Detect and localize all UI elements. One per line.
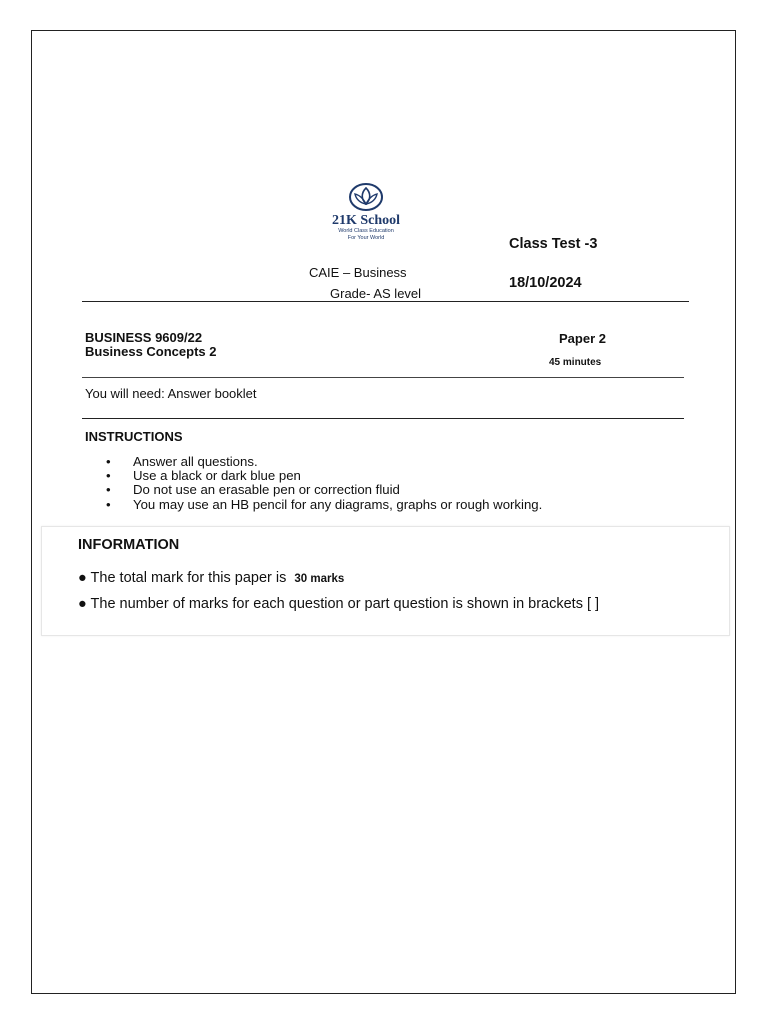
test-date: 18/10/2024	[509, 275, 582, 291]
requirements-text: You will need: Answer booklet	[85, 386, 257, 401]
information-heading: INFORMATION	[78, 537, 180, 553]
grade-level: Grade- AS level	[330, 286, 422, 301]
logo-tagline-1: World Class Education	[338, 228, 394, 234]
lotus-icon	[348, 182, 384, 212]
divider-3	[82, 418, 684, 419]
instruction-item: • Use a black or dark blue pen	[106, 469, 542, 483]
header-divider	[82, 301, 689, 302]
class-test-label: Class Test -3	[509, 236, 598, 252]
information-line-brackets: ● The number of marks for each question or part question is shown in brackets [ ]	[78, 596, 600, 612]
instructions-list	[106, 455, 542, 512]
paper-label: Paper 2	[559, 331, 606, 346]
instruction-item: • Answer all questions.	[106, 455, 542, 469]
paper-code: BUSINESS 9609/22	[85, 330, 203, 345]
information-line-total	[78, 570, 344, 586]
paper-duration: 45 minutes	[549, 357, 602, 368]
instruction-item: • Do not use an erasable pen or correction fluid	[106, 483, 542, 497]
logo-tagline-2: For Your World	[347, 234, 385, 241]
divider-2	[82, 377, 684, 378]
total-marks-prefix: ● The total mark for this paper is	[78, 570, 287, 586]
instruction-item: • You may use an HB pencil for any diagrams, graphs or rough working.	[106, 498, 542, 512]
board-subject: CAIE – Business	[309, 265, 407, 280]
page-border	[31, 30, 736, 994]
logo-name: 21K School	[331, 213, 401, 228]
paper-title: Business Concepts 2	[85, 344, 217, 359]
instructions-heading: INSTRUCTIONS	[85, 429, 183, 444]
total-marks-value: 30 marks	[294, 573, 345, 585]
school-logo	[320, 182, 412, 241]
